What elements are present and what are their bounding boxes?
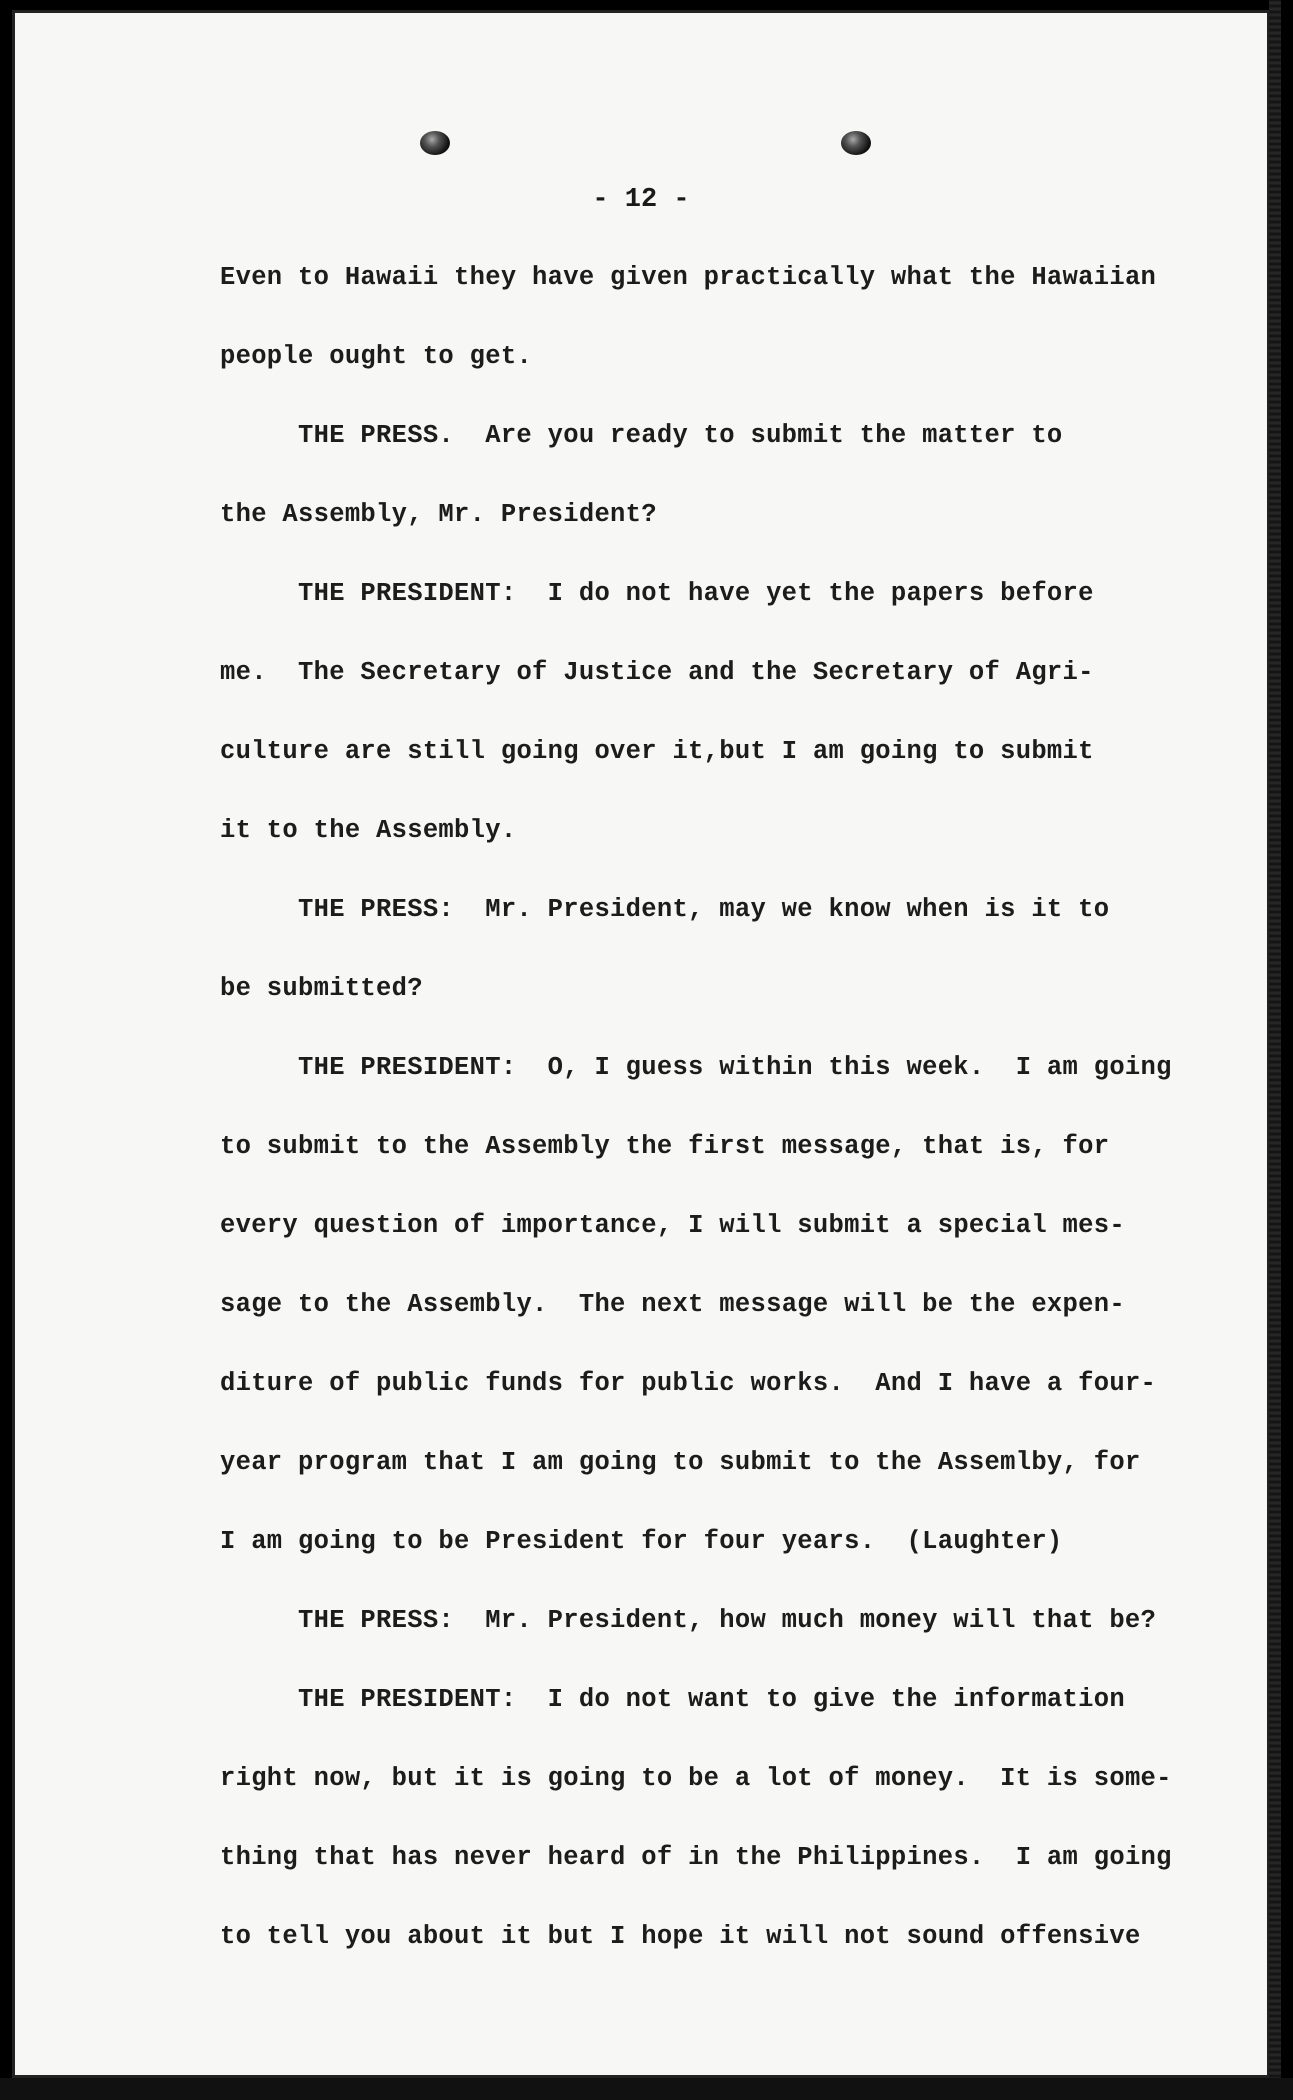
text-line: sage to the Assembly. The next message will be the expen- xyxy=(220,1290,1125,1319)
text-line: every question of importance, I will submit a special mes- xyxy=(220,1211,1125,1240)
page-number: - 12 - xyxy=(592,185,690,215)
text-line: THE PRESIDENT: O, I guess within this week. I am going xyxy=(298,1053,1172,1082)
text-line: be submitted? xyxy=(220,974,423,1003)
text-line: year program that I am going to submit to the Assemlby, for xyxy=(220,1448,1141,1477)
text-line: to submit to the Assembly the first message, that is, for xyxy=(220,1132,1110,1161)
text-line: diture of public funds for public works. And I have a four- xyxy=(220,1369,1157,1398)
text-line: THE PRESS. Are you ready to submit the matter to xyxy=(298,421,1063,450)
text-line: THE PRESS: Mr. President, may we know when is it to xyxy=(298,895,1110,924)
text-line: thing that has never heard of in the Philippines. I am going xyxy=(220,1843,1172,1872)
text-line: THE PRESIDENT: I do not want to give the information xyxy=(298,1685,1125,1714)
punch-hole-left xyxy=(420,131,450,155)
text-line: culture are still going over it,but I am going to submit xyxy=(220,737,1094,766)
scan-edge-strip xyxy=(1269,0,1281,2100)
text-line: the Assembly, Mr. President? xyxy=(220,500,657,529)
text-line: people ought to get. xyxy=(220,342,533,371)
text-line: it to the Assembly. xyxy=(220,816,517,845)
document-page xyxy=(12,10,1270,2078)
text-line: right now, but it is going to be a lot of money. It is some- xyxy=(220,1764,1172,1793)
scan-bottom-edge xyxy=(0,2078,1293,2100)
text-line: Even to Hawaii they have given practically what the Hawaiian xyxy=(220,263,1157,292)
text-line: to tell you about it but I hope it will not sound offensive xyxy=(220,1922,1141,1951)
text-line: I am going to be President for four years. (Laughter) xyxy=(220,1527,1063,1556)
text-line: THE PRESS: Mr. President, how much money will that be? xyxy=(298,1606,1157,1635)
text-line: me. The Secretary of Justice and the Secretary of Agri- xyxy=(220,658,1094,687)
punch-hole-right xyxy=(841,131,871,155)
text-line: THE PRESIDENT: I do not have yet the papers before xyxy=(298,579,1094,608)
